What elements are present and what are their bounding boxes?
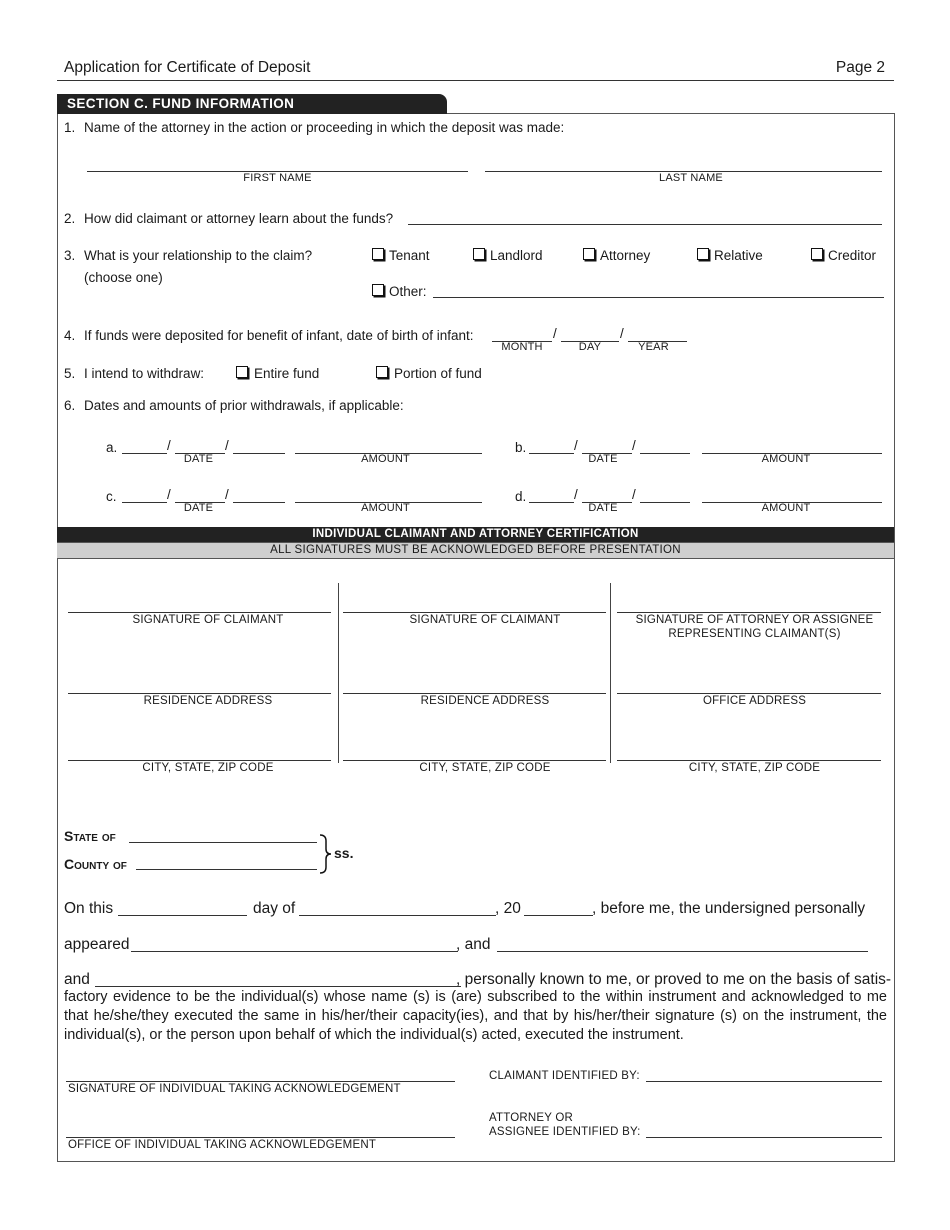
- slash: /: [632, 438, 636, 453]
- attorney-city-field[interactable]: [617, 760, 881, 761]
- withdrawal-d-marker: d.: [515, 489, 527, 504]
- first-name-label: FIRST NAME: [243, 172, 312, 184]
- attorney-office-address-label: OFFICE ADDRESS: [702, 695, 807, 707]
- claimant-1-address-label: RESIDENCE ADDRESS: [143, 695, 273, 707]
- and-label: , and: [456, 936, 491, 953]
- q3-subtext: (choose one): [84, 270, 163, 285]
- other-label: Other:: [389, 284, 427, 299]
- other-relationship-field[interactable]: [433, 297, 884, 298]
- dob-month-label: MONTH: [501, 341, 543, 353]
- certification-title: INDIVIDUAL CLAIMANT AND ATTORNEY CERTIFICATION: [57, 527, 894, 542]
- brace-icon: [318, 834, 332, 874]
- tenant-label: Tenant: [389, 248, 430, 263]
- attorney-label: Attorney: [600, 248, 651, 263]
- claimant-identified-label: CLAIMANT IDENTIFIED BY:: [489, 1070, 640, 1082]
- withdrawal-a-marker: a.: [106, 440, 118, 455]
- appeared-name-2-field[interactable]: [497, 951, 868, 952]
- column-divider: [610, 583, 611, 763]
- q4-number: 4.: [64, 328, 76, 343]
- q1-number: 1.: [64, 120, 76, 135]
- claimant-1-city-field[interactable]: [68, 760, 331, 761]
- appeared-name-3-field[interactable]: [95, 986, 461, 987]
- column-divider: [338, 583, 339, 763]
- portion-fund-checkbox[interactable]: [376, 366, 388, 378]
- landlord-checkbox[interactable]: [473, 248, 485, 260]
- q1-text: Name of the attorney in the action or proceeding in which the deposit was made:: [84, 120, 565, 135]
- learn-about-funds-field[interactable]: [408, 224, 882, 225]
- creditor-label: Creditor: [828, 248, 877, 263]
- dob-day-label: DAY: [578, 341, 602, 353]
- tenant-checkbox[interactable]: [372, 248, 384, 260]
- q4-text: If funds were deposited for benefit of infant, date of birth of infant:: [84, 328, 474, 343]
- attorney-identified-label-1: ATTORNEY OR: [489, 1112, 573, 1124]
- state-of-label: State of: [64, 828, 116, 844]
- appeared-label: appeared: [64, 936, 130, 953]
- claimant-2-address-field[interactable]: [343, 693, 606, 694]
- personally-known-text: , personally known to me, or proved to me on the basis of satis-: [456, 971, 892, 988]
- entire-fund-checkbox[interactable]: [236, 366, 248, 378]
- attorney-identified-field[interactable]: [646, 1137, 882, 1138]
- slash: /: [225, 487, 229, 502]
- slash: /: [574, 487, 578, 502]
- withdrawal-b-date-label: DATE: [588, 453, 618, 465]
- q6-text: Dates and amounts of prior withdrawals, if applicable:: [84, 398, 404, 413]
- appeared-name-1-field[interactable]: [131, 951, 458, 952]
- claimant-2-signature-field[interactable]: [343, 612, 606, 613]
- ack-day-field[interactable]: [118, 915, 247, 916]
- section-c-title: SECTION C. FUND INFORMATION: [57, 94, 447, 114]
- attorney-signature-field[interactable]: [617, 612, 881, 613]
- and-label-2: and: [64, 971, 90, 988]
- attorney-city-label: CITY, STATE, ZIP CODE: [688, 762, 821, 774]
- last-name-label: LAST NAME: [659, 172, 723, 184]
- attorney-signature-label-2: REPRESENTING CLAIMANT(S): [668, 628, 841, 640]
- other-checkbox[interactable]: [372, 284, 384, 296]
- withdrawal-d-amount-label: AMOUNT: [761, 502, 811, 514]
- claimant-2-city-label: CITY, STATE, ZIP CODE: [419, 762, 551, 774]
- q3-text: What is your relationship to the claim?: [84, 248, 313, 263]
- attorney-checkbox[interactable]: [583, 248, 595, 260]
- slash: /: [574, 438, 578, 453]
- twenty-label: , 20: [495, 900, 521, 917]
- sig-taking-ack-label: SIGNATURE OF INDIVIDUAL TAKING ACKNOWLEDGEMENT: [68, 1083, 401, 1095]
- acknowledgement-paragraph: factory evidence to be the individual(s) whose name (s) is (are) subscribed to the within instrument and acknowledged to me that he/she/they executed the same in his/her/their capacity(ies), and that by his/her/their signature (s) on the instrument, the individual(s), or the person upon behalf of which the individual(s) acted, executed the instrument.: [64, 989, 887, 1043]
- claimant-1-city-label: CITY, STATE, ZIP CODE: [142, 762, 274, 774]
- slash: /: [167, 487, 171, 502]
- portion-fund-label: Portion of fund: [394, 366, 482, 381]
- on-this-label: On this: [64, 900, 114, 917]
- ss-label: ss.: [334, 845, 354, 861]
- sig-taking-ack-field[interactable]: [66, 1081, 455, 1082]
- slash: /: [225, 438, 229, 453]
- slash: /: [167, 438, 171, 453]
- page-number: Page 2: [835, 59, 885, 76]
- document-title: Application for Certificate of Deposit: [64, 59, 311, 76]
- withdrawal-c-marker: c.: [106, 489, 117, 504]
- withdrawal-a-amount-label: AMOUNT: [361, 453, 410, 465]
- claimant-2-city-field[interactable]: [343, 760, 606, 761]
- state-field[interactable]: [129, 842, 317, 843]
- ack-month-field[interactable]: [299, 915, 496, 916]
- claimant-1-signature-label: SIGNATURE OF CLAIMANT: [132, 614, 284, 626]
- entire-fund-label: Entire fund: [254, 366, 320, 381]
- withdrawal-b-amount-label: AMOUNT: [761, 453, 811, 465]
- landlord-label: Landlord: [490, 248, 543, 263]
- day-of-label: day of: [253, 900, 296, 917]
- slash: /: [632, 487, 636, 502]
- county-of-label: County of: [64, 856, 127, 872]
- withdrawal-c-amount-label: AMOUNT: [361, 502, 410, 514]
- ack-year-field[interactable]: [524, 915, 593, 916]
- claimant-identified-field[interactable]: [646, 1081, 882, 1082]
- q2-number: 2.: [64, 211, 76, 226]
- claimant-1-signature-field[interactable]: [68, 612, 331, 613]
- q5-number: 5.: [64, 366, 76, 381]
- withdrawal-b-marker: b.: [515, 440, 527, 455]
- withdrawal-a-date-label: DATE: [183, 453, 214, 465]
- q3-number: 3.: [64, 248, 76, 263]
- claimant-1-address-field[interactable]: [68, 693, 331, 694]
- q6-number: 6.: [64, 398, 76, 413]
- certification-subtitle: ALL SIGNATURES MUST BE ACKNOWLEDGED BEFORE PRESENTATION: [57, 542, 894, 559]
- dob-year-label: YEAR: [638, 341, 669, 353]
- creditor-checkbox[interactable]: [811, 248, 823, 260]
- relative-checkbox[interactable]: [697, 248, 709, 260]
- q5-text: I intend to withdraw:: [84, 366, 205, 381]
- withdrawal-c-date-label: DATE: [183, 502, 214, 514]
- q2-text: How did claimant or attorney learn about the funds?: [84, 211, 394, 226]
- attorney-signature-label-1: SIGNATURE OF ATTORNEY OR ASSIGNEE: [635, 614, 874, 626]
- dob-slash-2: /: [620, 326, 624, 341]
- attorney-identified-label-2: ASSIGNEE IDENTIFIED BY:: [489, 1126, 641, 1138]
- dob-slash-1: /: [553, 326, 557, 341]
- before-me-label: , before me, the undersigned personally: [592, 900, 866, 917]
- claimant-2-signature-label: SIGNATURE OF CLAIMANT: [409, 614, 561, 626]
- claimant-2-address-label: RESIDENCE ADDRESS: [420, 695, 550, 707]
- header-rule: [57, 80, 894, 81]
- attorney-office-address-field[interactable]: [617, 693, 881, 694]
- withdrawal-d-date-label: DATE: [588, 502, 618, 514]
- office-taking-ack-field[interactable]: [66, 1137, 455, 1138]
- office-taking-ack-label: OFFICE OF INDIVIDUAL TAKING ACKNOWLEDGEMENT: [68, 1139, 377, 1151]
- relative-label: Relative: [714, 248, 763, 263]
- county-field[interactable]: [136, 869, 317, 870]
